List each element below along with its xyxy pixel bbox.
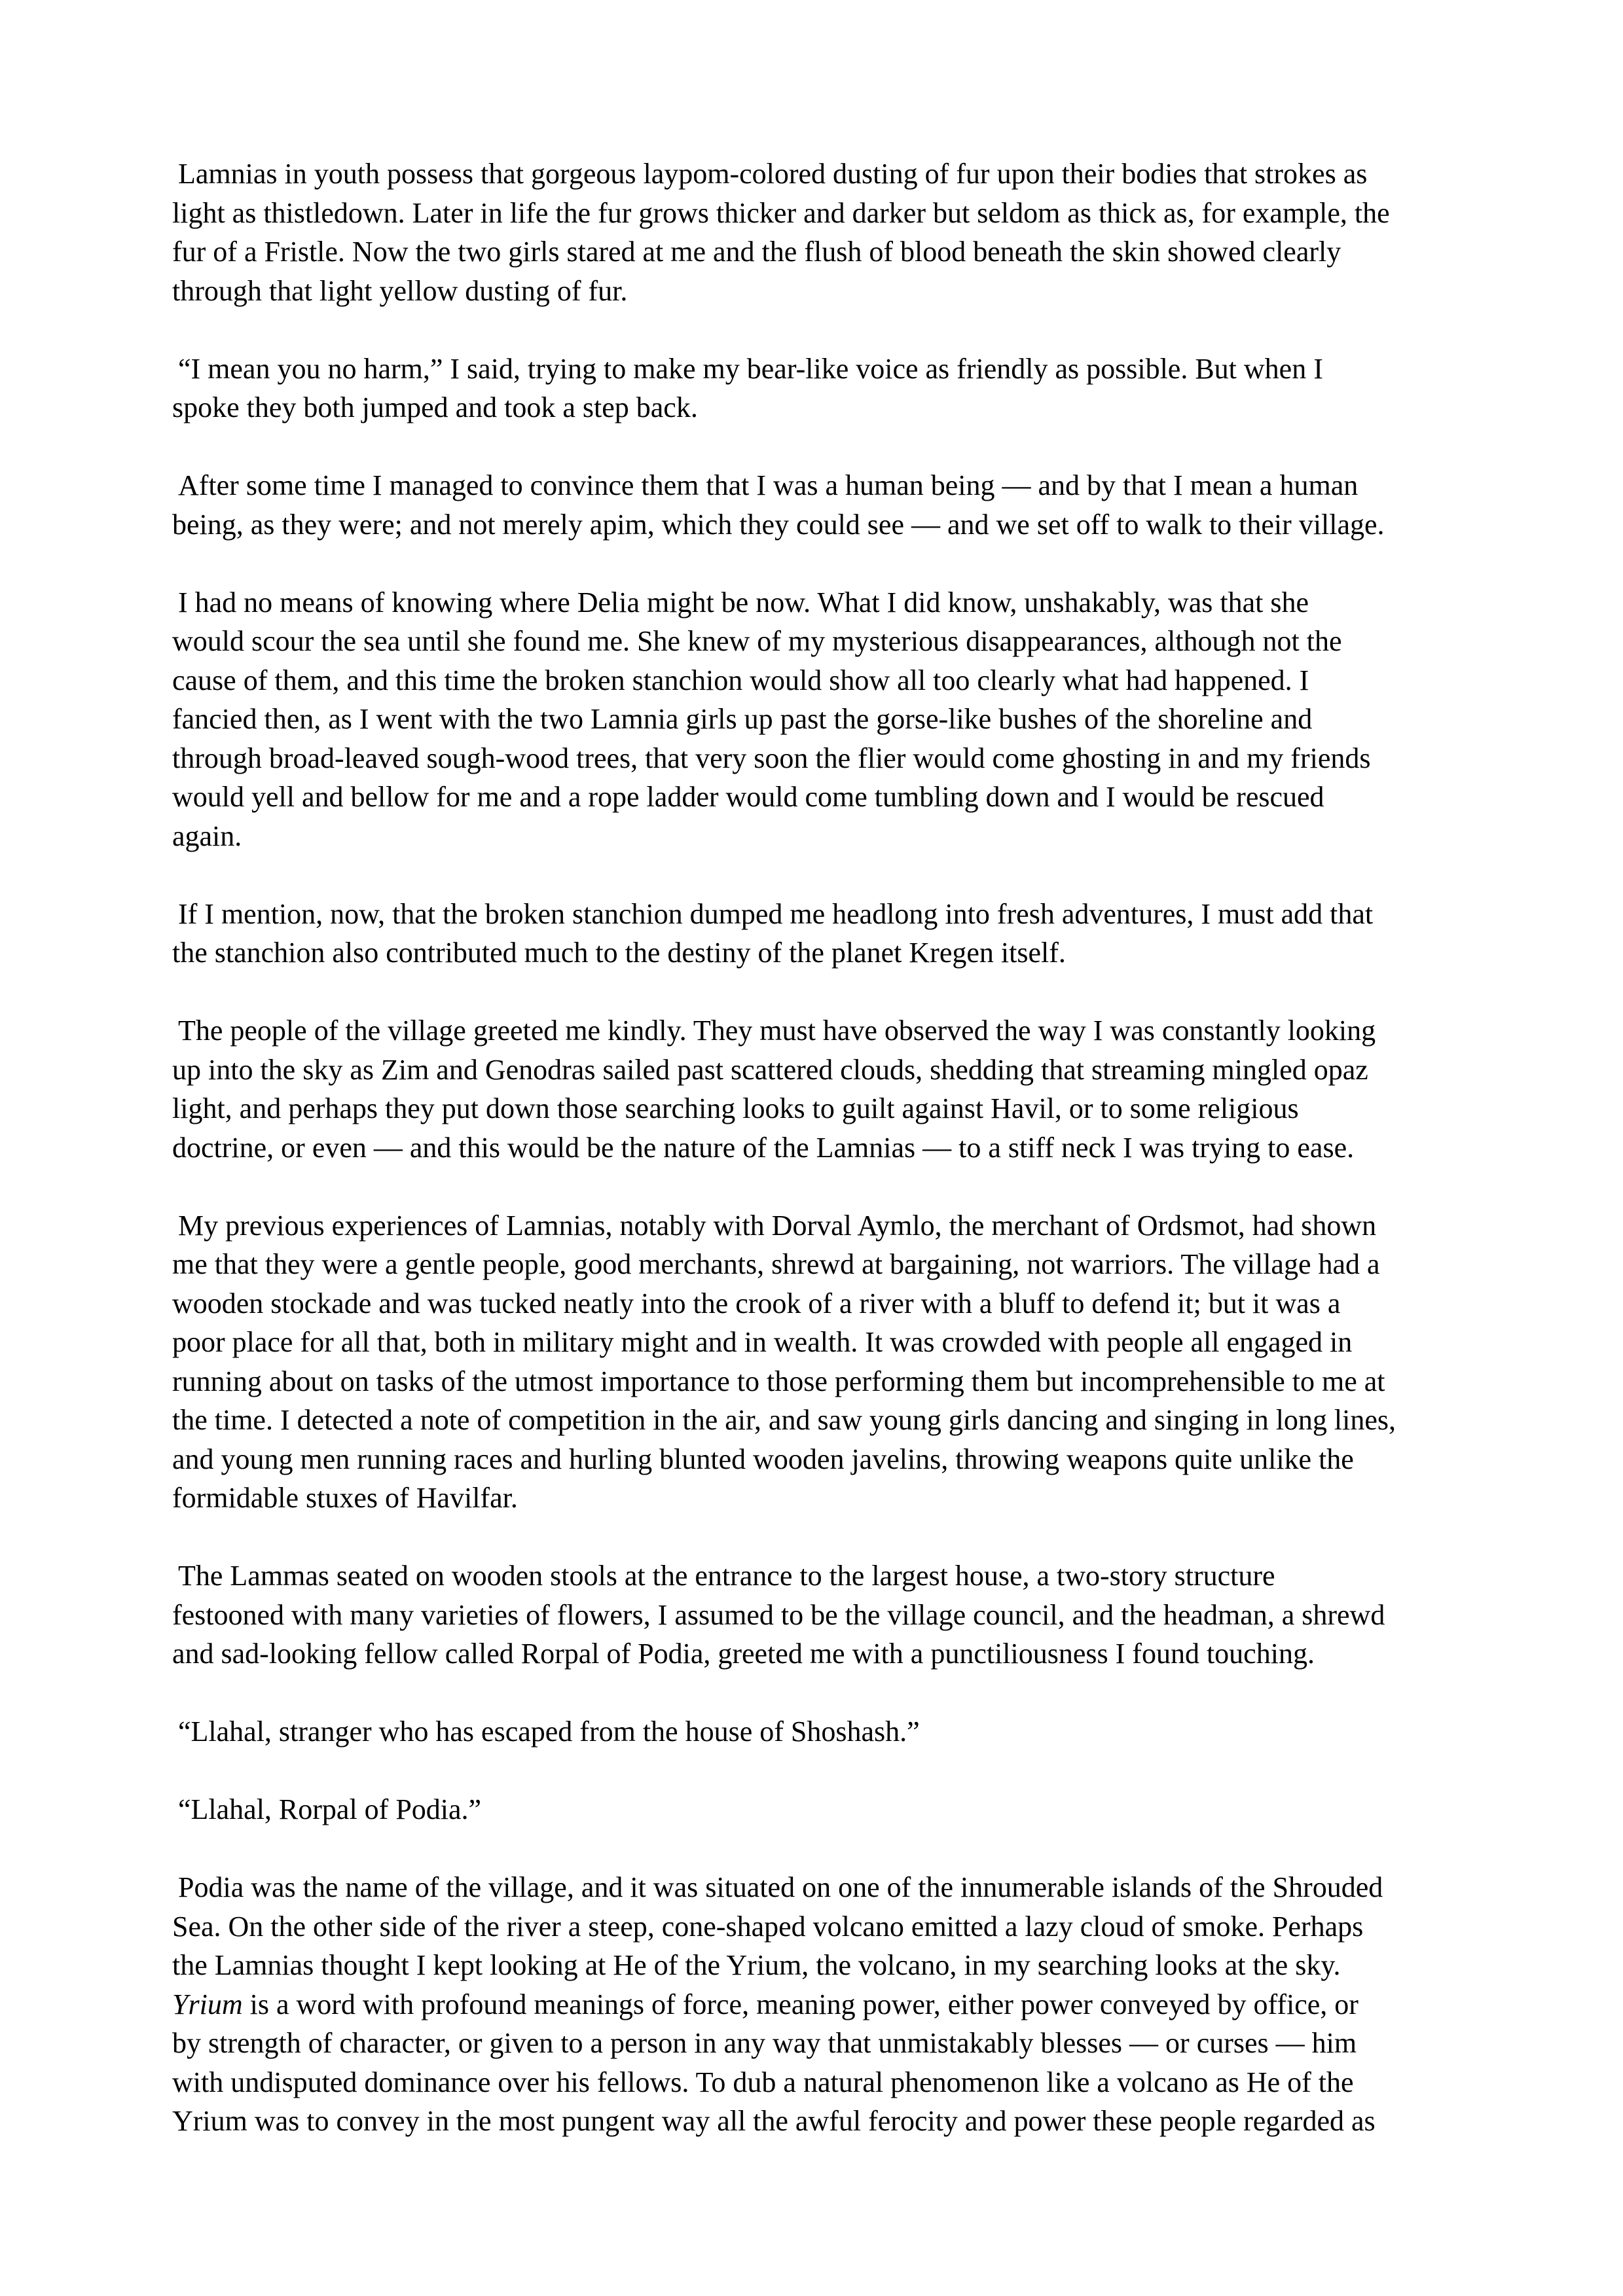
paragraph-1	[172, 154, 1475, 310]
text-line: After some time I managed to convince them that I was a human being — and by that I mean a human	[178, 469, 1359, 501]
text-line: the Lamnias thought I kept looking at He of the Yrium, the volcano, in my searching looks at the sky.	[172, 1949, 1341, 1981]
text-line: Lamnias in youth possess that gorgeous laypom-colored dusting of fur upon their bodies that strokes as	[178, 158, 1368, 190]
text-line: with undisputed dominance over his fellows. To dub a natural phenomenon like a volcano as He of the	[172, 2066, 1354, 2098]
text-line: Podia was the name of the village, and it was situated on one of the innumerable islands of the Shrouded	[178, 1871, 1383, 1903]
paragraph-7	[172, 1206, 1475, 1518]
text-line: The people of the village greeted me kindly. They must have observed the way I was constantly looking	[178, 1014, 1376, 1047]
document-page	[172, 154, 1475, 2179]
paragraph-8	[172, 1556, 1475, 1674]
paragraph-11	[172, 1868, 1475, 2141]
text-line: fur of a Fristle. Now the two girls stared at me and the flush of blood beneath the skin showed clearly	[172, 236, 1341, 268]
text-line: the time. I detected a note of competition in the air, and saw young girls dancing and singing in long lines,	[172, 1404, 1396, 1436]
text-line: festooned with many varieties of flowers, I assumed to be the village council, and the headman, a shrewd	[172, 1598, 1385, 1631]
text-line: Yrium was to convey in the most pungent way all the awful ferocity and power these people regarded as	[172, 2105, 1376, 2137]
text-line: light as thistledown. Later in life the fur grows thicker and darker but seldom as thick as, for example, the	[172, 196, 1390, 229]
paragraph-4	[172, 583, 1475, 856]
text-line: cause of them, and this time the broken stanchion would show all too clearly what had happened. I	[172, 664, 1309, 696]
text-line: I had no means of knowing where Delia might be now. What I did know, unshakably, was that she	[178, 586, 1309, 619]
text-line: “I mean you no harm,” I said, trying to make my bear-like voice as friendly as possible. But when I	[178, 352, 1323, 385]
text-line: the stanchion also contributed much to the destiny of the planet Kregen itself.	[172, 937, 1066, 969]
text-line: doctrine, or even — and this would be the nature of the Lamnias — to a stiff neck I was trying to ease.	[172, 1131, 1355, 1164]
text-line: me that they were a gentle people, good merchants, shrewd at bargaining, not warriors. The village had a	[172, 1248, 1380, 1280]
text-line: again.	[172, 819, 242, 852]
text-line: “Llahal, stranger who has escaped from the house of Shoshash.”	[178, 1715, 920, 1748]
italic-term: Yrium	[172, 1988, 243, 2020]
text-line: up into the sky as Zim and Genodras sailed past scattered clouds, shedding that streaming mingled opaz	[172, 1053, 1368, 1086]
text-line	[172, 1985, 1475, 2024]
text-line: through broad-leaved sough-wood trees, that very soon the flier would come ghosting in and my friends	[172, 742, 1371, 774]
paragraph-6	[172, 1011, 1475, 1167]
text-line: spoke they both jumped and took a step back.	[172, 391, 698, 423]
text-line: The Lammas seated on wooden stools at the entrance to the largest house, a two-story structure	[178, 1560, 1275, 1592]
text-line: formidable stuxes of Havilfar.	[172, 1482, 518, 1514]
text-line: and sad-looking fellow called Rorpal of Podia, greeted me with a punctiliousness I found touching.	[172, 1638, 1315, 1670]
paragraph-5	[172, 895, 1475, 973]
text-line: and young men running races and hurling blunted wooden javelins, throwing weapons quite unlike the	[172, 1443, 1354, 1475]
paragraph-10	[172, 1790, 1475, 1829]
paragraph-3	[172, 466, 1475, 544]
text-line: fancied then, as I went with the two Lamnia girls up past the gorse-like bushes of the shoreline and	[172, 703, 1313, 735]
paragraph-9	[172, 1712, 1475, 1751]
text-line: “Llahal, Rorpal of Podia.”	[178, 1793, 482, 1825]
paragraph-2	[172, 350, 1475, 427]
text-fragment: is a word with profound meanings of force, meaning power, either power conveyed by office, or	[242, 1988, 1359, 2020]
text-line: Sea. On the other side of the river a steep, cone-shaped volcano emitted a lazy cloud of smoke. Perhaps	[172, 1910, 1364, 1943]
text-line: If I mention, now, that the broken stanchion dumped me headlong into fresh adventures, I must add that	[178, 897, 1374, 930]
text-line: being, as they were; and not merely apim, which they could see — and we set off to walk to their village.	[172, 508, 1385, 541]
text-line: light, and perhaps they put down those searching looks to guilt against Havil, or to some religious	[172, 1092, 1299, 1124]
text-line: poor place for all that, both in military might and in wealth. It was crowded with people all engaged in	[172, 1326, 1353, 1358]
text-line: by strength of character, or given to a person in any way that unmistakably blesses — or curses — him	[172, 2027, 1357, 2059]
text-line: My previous experiences of Lamnias, notably with Dorval Aymlo, the merchant of Ordsmot, had shown	[178, 1209, 1377, 1242]
text-line: wooden stockade and was tucked neatly into the crook of a river with a bluff to defend it; but it was a	[172, 1287, 1341, 1319]
text-line: running about on tasks of the utmost importance to those performing them but incomprehensible to me at	[172, 1365, 1385, 1397]
text-line: through that light yellow dusting of fur.	[172, 274, 628, 307]
text-line: would yell and bellow for me and a rope ladder would come tumbling down and I would be rescued	[172, 781, 1324, 813]
text-line: would scour the sea until she found me. She knew of my mysterious disappearances, although not the	[172, 625, 1342, 657]
